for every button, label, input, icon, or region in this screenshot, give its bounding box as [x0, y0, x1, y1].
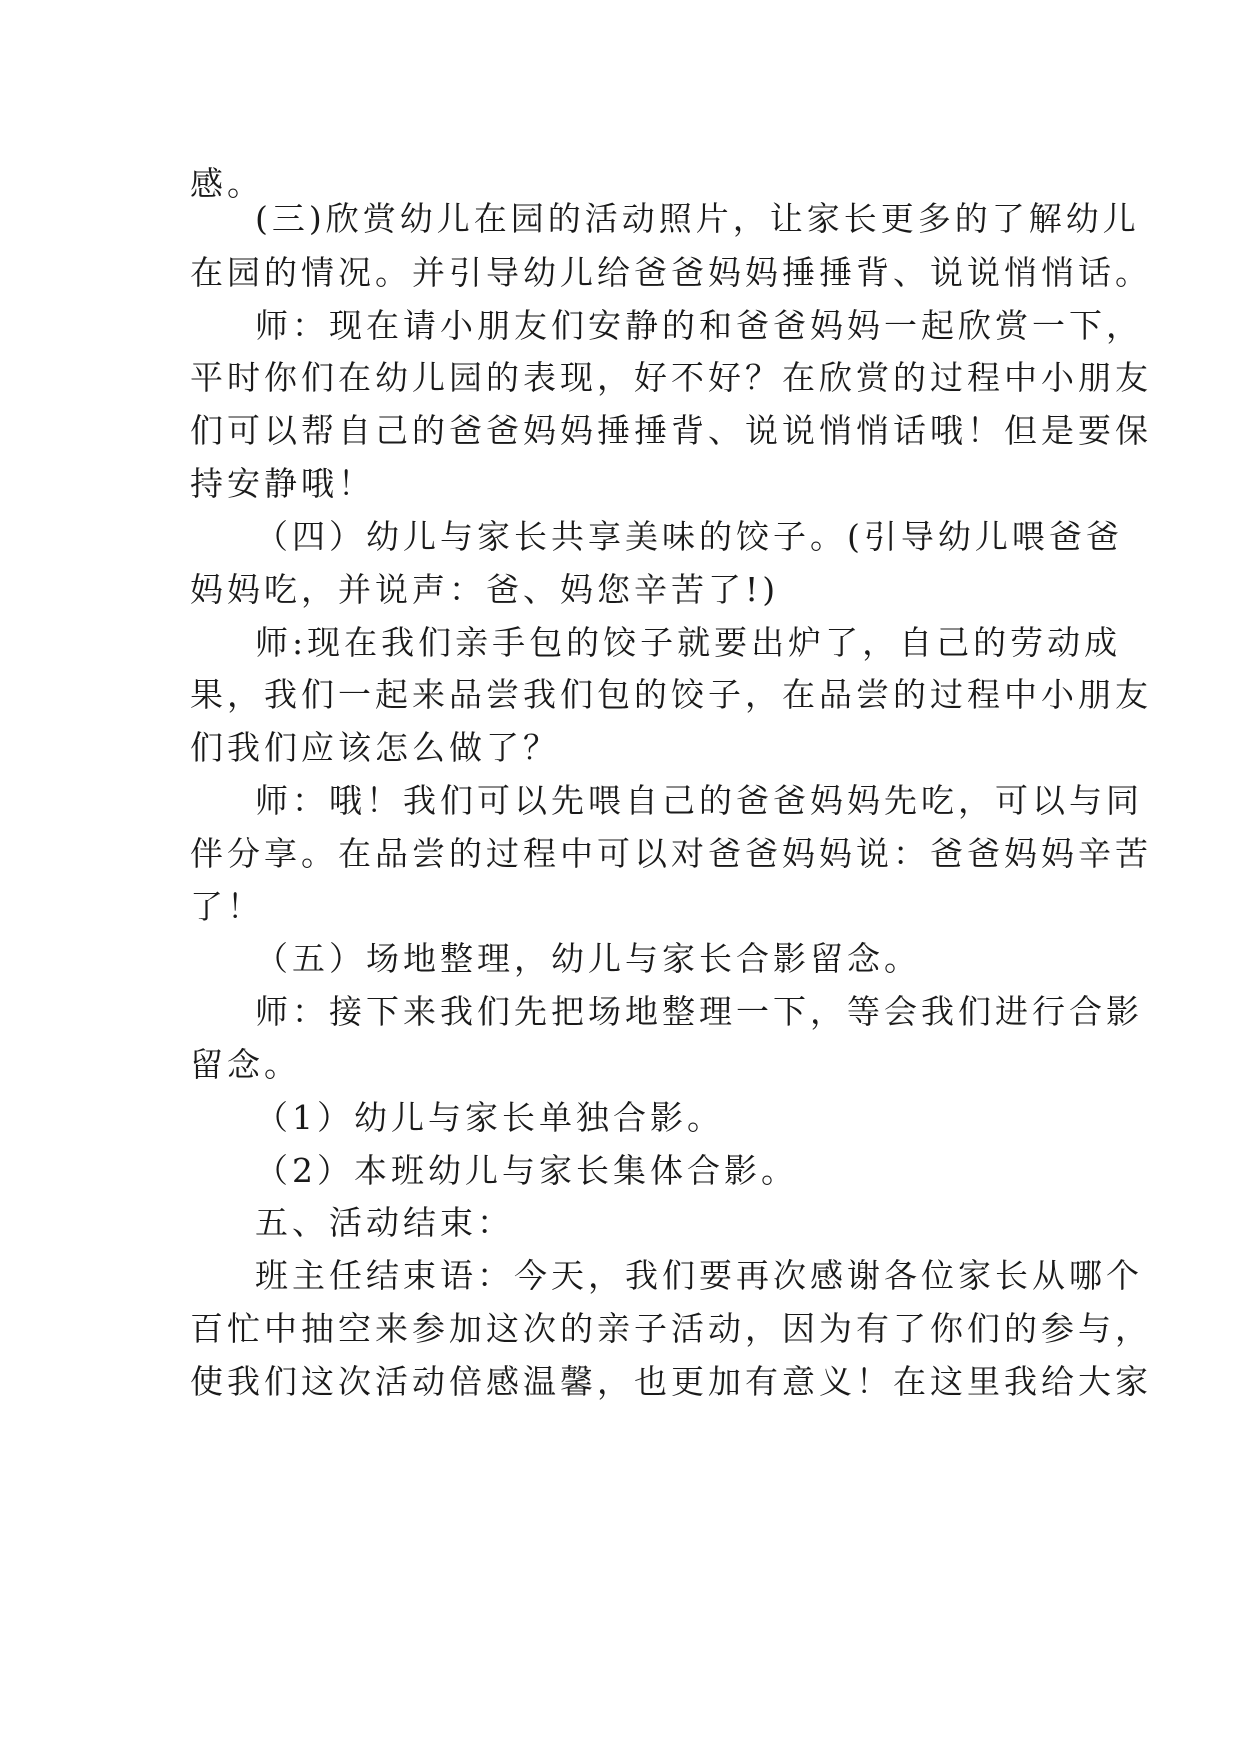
section-heading-5: （五）场地整理，幼儿与家长合影留念。	[255, 939, 921, 978]
text-line: 们我们应该怎么做了？	[190, 728, 560, 767]
text-line: 使我们这次活动倍感温馨，也更加有意义！在这里我给大家	[190, 1362, 1152, 1401]
text-line: 了！	[190, 887, 264, 926]
section-heading-3: (三)欣赏幼儿在园的活动照片，让家长更多的了解幼儿	[255, 199, 1140, 238]
text-line: 平时你们在幼儿园的表现，好不好？在欣赏的过程中小朋友	[190, 358, 1152, 397]
teacher-line: 师：现在请小朋友们安静的和爸爸妈妈一起欣赏一下，	[255, 306, 1143, 345]
teacher-line: 师：哦！我们可以先喂自己的爸爸妈妈先吃，可以与同	[255, 781, 1143, 820]
text-line: 妈妈吃，并说声：爸、妈您辛苦了!)	[190, 570, 780, 609]
text-line: 留念。	[190, 1045, 301, 1084]
text-line: 伴分享。在品尝的过程中可以对爸爸妈妈说：爸爸妈妈辛苦	[190, 834, 1152, 873]
text-line: 在园的情况。并引导幼儿给爸爸妈妈捶捶背、说说悄悄话。	[190, 253, 1152, 292]
text-line: 持安静哦！	[190, 464, 375, 503]
text-line: 感。	[190, 164, 264, 203]
text-line: 果，我们一起来品尝我们包的饺子，在品尝的过程中小朋友	[190, 675, 1152, 714]
text-line: 百忙中抽空来参加这次的亲子活动，因为有了你们的参与，	[190, 1309, 1152, 1348]
section-heading-end: 五、活动结束：	[255, 1203, 514, 1242]
teacher-line: 师：接下来我们先把场地整理一下，等会我们进行合影	[255, 992, 1143, 1031]
section-heading-4: （四）幼儿与家长共享美味的饺子。(引导幼儿喂爸爸	[255, 517, 1123, 556]
list-item-2: （2）本班幼儿与家长集体合影。	[255, 1151, 798, 1190]
list-item-1: （1）幼儿与家长单独合影。	[255, 1098, 724, 1137]
text-line: 们可以帮自己的爸爸妈妈捶捶背、说说悄悄话哦！但是要保	[190, 411, 1152, 450]
closing-line: 班主任结束语：今天，我们要再次感谢各位家长从哪个	[255, 1256, 1143, 1295]
teacher-line: 师:现在我们亲手包的饺子就要出炉了，自己的劳动成	[255, 623, 1122, 662]
